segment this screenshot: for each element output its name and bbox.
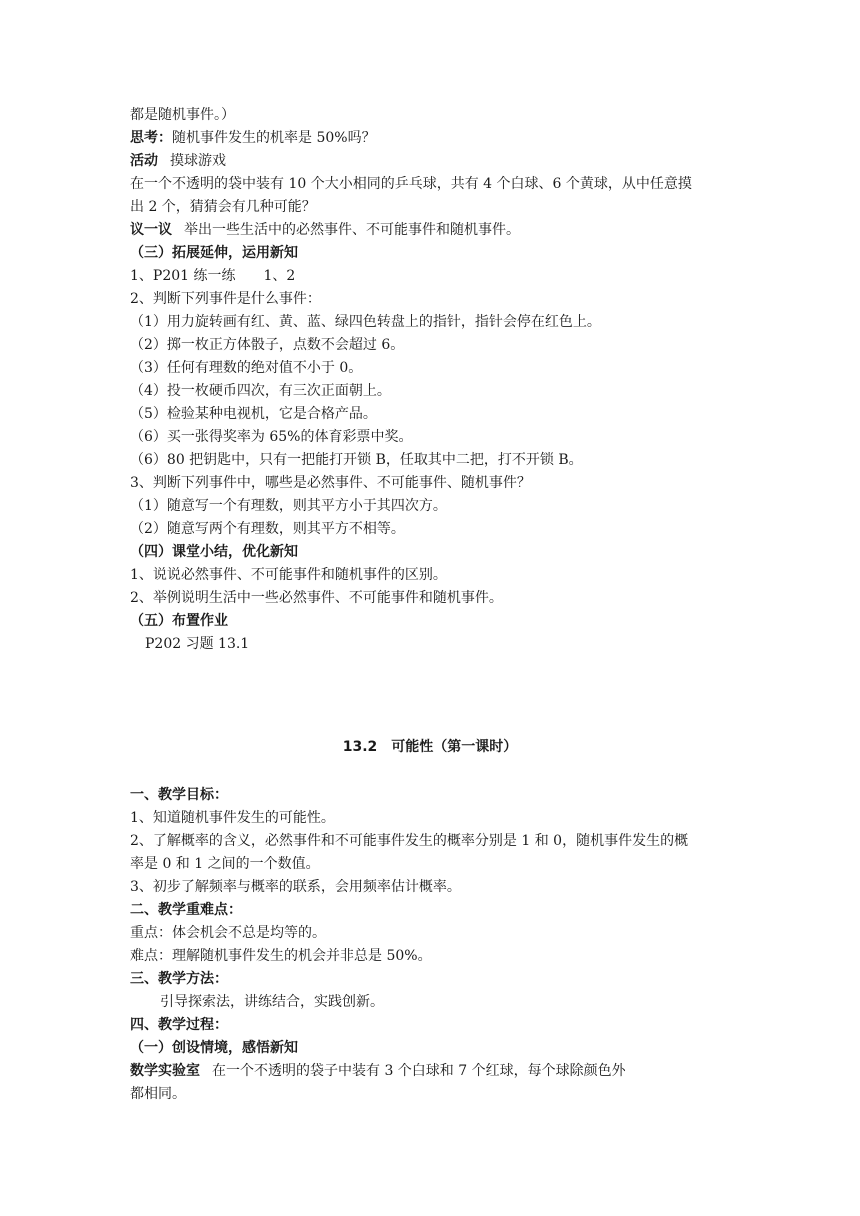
section-heading: （三）拓展延伸，运用新知 bbox=[130, 245, 298, 261]
discuss-label: 议一议 bbox=[130, 222, 172, 238]
text-line: （2）随意写两个有理数，则其平方不相等。 bbox=[130, 521, 405, 537]
discuss-line bbox=[130, 219, 750, 241]
section-heading: 三、教学方法： bbox=[130, 971, 228, 987]
text-line: 3、初步了解频率与概率的联系，会用频率估计概率。 bbox=[130, 879, 461, 895]
section-heading: （四）课堂小结，优化新知 bbox=[130, 544, 298, 560]
text-line: （2）掷一枚正方体骰子，点数不会超过 6。 bbox=[130, 337, 405, 353]
text-line: 3、判断下列事件中，哪些是必然事件、不可能事件、随机事件？ bbox=[130, 475, 531, 491]
text-line: （1）用力旋转画有红、黄、蓝、绿四色转盘上的指针，指针会停在红色上。 bbox=[130, 314, 601, 330]
lab-label: 数学实验室 bbox=[130, 1063, 200, 1079]
text-line: （1）随意写一个有理数，则其平方小于其四次方。 bbox=[130, 498, 447, 514]
think-text: 随机事件发生的机率是 50%吗？ bbox=[172, 130, 376, 146]
think-label: 思考： bbox=[130, 130, 172, 146]
text-line: 2、了解概率的含义，必然事件和不可能事件发生的概率分别是 1 和 0，随机事件发生的概 bbox=[130, 833, 689, 849]
lab-line bbox=[130, 1060, 750, 1082]
text-line: 引导探索法，讲练结合，实践创新。 bbox=[160, 994, 384, 1010]
text-line: 难点：理解随机事件发生的机会并非总是 50%。 bbox=[130, 948, 432, 964]
text-line: （6）80 把钥匙中，只有一把能打开锁 B，任取其中二把，打不开锁 B。 bbox=[130, 452, 583, 468]
activity-text: 摸球游戏 bbox=[170, 153, 226, 169]
text-line: 2、举例说明生活中一些必然事件、不可能事件和随机事件。 bbox=[130, 590, 503, 606]
text-line: （3）任何有理数的绝对值不小于 0。 bbox=[130, 360, 363, 376]
text-line: 都是随机事件。） bbox=[130, 107, 235, 123]
lab-text: 在一个不透明的袋子中装有 3 个白球和 7 个红球，每个球除颜色外 bbox=[212, 1063, 626, 1079]
text-line: 1、P201 练一练 1、2 bbox=[130, 268, 296, 284]
text-line: （5）检验某种电视机，它是合格产品。 bbox=[130, 406, 377, 422]
text-line: 都相同。 bbox=[130, 1086, 186, 1102]
activity-line bbox=[130, 150, 750, 172]
text-line: 率是 0 和 1 之间的一个数值。 bbox=[130, 856, 320, 872]
discuss-text: 举出一些生活中的必然事件、不可能事件和随机事件。 bbox=[184, 222, 520, 238]
homework-line: P202 习题 13.1 bbox=[145, 636, 250, 652]
text-line: 2、判断下列事件是什么事件： bbox=[130, 291, 321, 307]
section-heading: 一、教学目标： bbox=[130, 787, 228, 803]
text-line: 出 2 个，猜猜会有几种可能？ bbox=[130, 199, 316, 215]
think-line bbox=[130, 127, 750, 149]
lesson-title: 13.2 可能性（第一课时） bbox=[342, 739, 518, 755]
text-line: （6）买一张得奖率为 65%的体育彩票中奖。 bbox=[130, 429, 413, 445]
text-line: 1、说说必然事件、不可能事件和随机事件的区别。 bbox=[130, 567, 447, 583]
text-line: 1、知道随机事件发生的可能性。 bbox=[130, 810, 335, 826]
activity-label: 活动 bbox=[130, 153, 158, 169]
text-line: （4）投一枚硬币四次，有三次正面朝上。 bbox=[130, 383, 391, 399]
section-heading: （五）布置作业 bbox=[130, 613, 228, 629]
section-heading: （一）创设情境，感悟新知 bbox=[130, 1040, 298, 1056]
section-heading: 二、教学重难点： bbox=[130, 902, 242, 918]
section-heading: 四、教学过程： bbox=[130, 1017, 228, 1033]
text-line: 在一个不透明的袋中装有 10 个大小相同的乒乓球，共有 4 个白球、6 个黄球，从中任意摸 bbox=[130, 176, 692, 192]
text-line: 重点：体会机会不总是均等的。 bbox=[130, 925, 326, 941]
